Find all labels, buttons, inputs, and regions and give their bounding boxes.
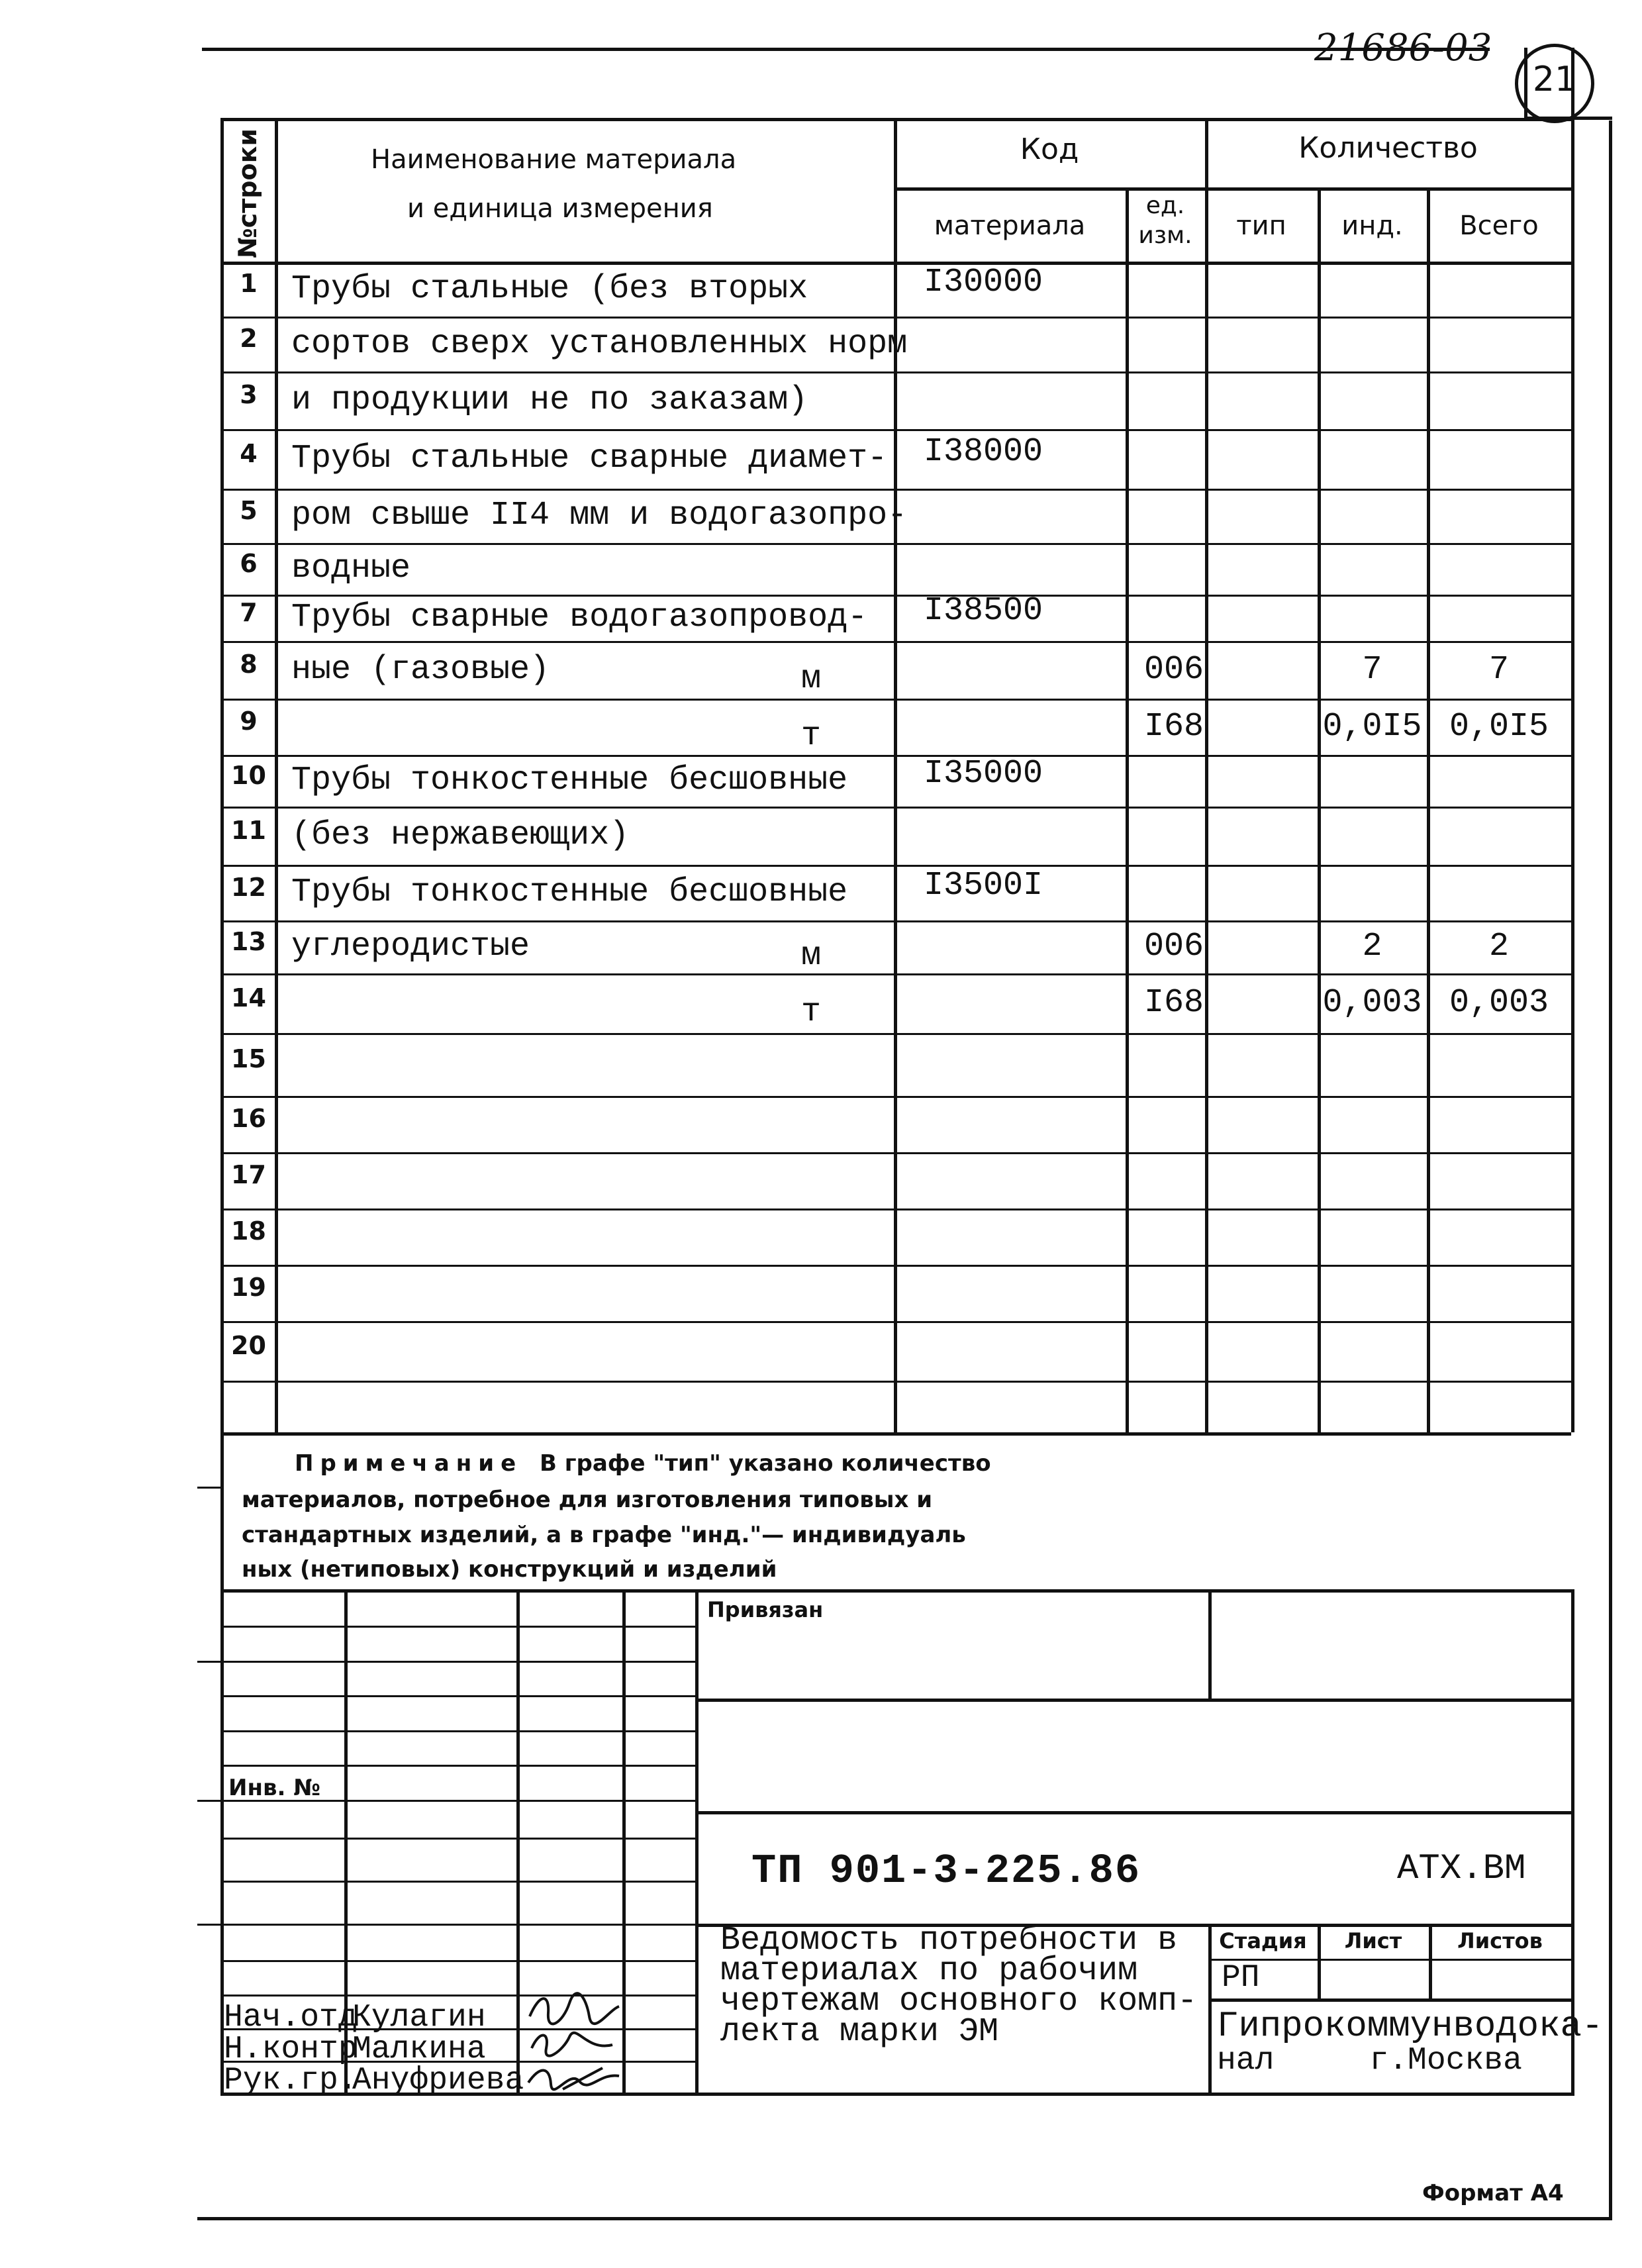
col-header-qty-total: Всего <box>1459 211 1539 241</box>
qty-individual <box>1318 1321 1427 1381</box>
material-name: Трубы тонкостенные бесшовные <box>291 873 848 911</box>
material-code: I30000 <box>924 264 1043 301</box>
qty-individual <box>1318 865 1427 920</box>
material-name: Трубы стальные сварные диамет- <box>291 440 888 477</box>
qty-individual: 2 <box>1362 928 1382 965</box>
material-name: Трубы сварные водогазопровод- <box>291 599 868 636</box>
qty-total <box>1427 543 1571 595</box>
qty-type <box>1205 489 1318 543</box>
unit-code <box>1126 1033 1204 1096</box>
staff-name-3: Ануфриева <box>352 2063 524 2098</box>
qty-individual: 0,0I5 <box>1322 708 1422 746</box>
row-number: 6 <box>240 549 258 578</box>
row-number: 9 <box>240 707 258 736</box>
row-number: 1 <box>240 269 258 298</box>
qty-individual <box>1318 755 1427 807</box>
frame-right <box>1609 121 1612 2220</box>
qty-total <box>1427 1096 1571 1152</box>
row-number: 3 <box>240 380 258 409</box>
qty-total <box>1427 429 1571 489</box>
unit-code <box>1126 429 1204 489</box>
unit-code: I68 <box>1143 708 1204 746</box>
qty-individual <box>1318 429 1427 489</box>
doc-number-handwritten: 21686-03 <box>1314 26 1492 70</box>
qty-total <box>1427 595 1571 641</box>
col-header-code-unit-2: изм. <box>1138 222 1192 249</box>
row-number: 16 <box>231 1104 266 1133</box>
qty-individual <box>1318 595 1427 641</box>
qty-total <box>1427 865 1571 920</box>
row-number: 17 <box>231 1160 266 1189</box>
qty-type <box>1205 1033 1318 1096</box>
qty-type <box>1205 1321 1318 1381</box>
qty-total <box>1427 1321 1571 1381</box>
row-number: 11 <box>231 816 266 845</box>
material-name: ром свыше II4 мм и водогазопро- <box>291 497 908 534</box>
row-number: 13 <box>231 927 266 956</box>
signature-3 <box>523 2056 622 2096</box>
unit-code: 006 <box>1143 928 1204 965</box>
stage-label: Стадия <box>1219 1928 1307 1953</box>
staff-name-2: Малкина <box>352 2032 486 2067</box>
unit-code: 006 <box>1143 651 1204 689</box>
qty-type <box>1205 920 1318 973</box>
inventory-number-label: Инв. № <box>228 1775 321 1801</box>
row-number: 5 <box>240 496 258 525</box>
material-code: I38500 <box>924 592 1043 630</box>
row-number: 12 <box>231 873 266 902</box>
row-number: 7 <box>240 598 258 627</box>
qty-type <box>1205 699 1318 755</box>
material-name: Трубы тонкостенные бесшовные <box>291 762 848 799</box>
project-code: ТП 901-3-225.86 <box>751 1848 1141 1895</box>
stage-value: РП <box>1222 1960 1260 1996</box>
material-code: I35000 <box>924 755 1043 793</box>
qty-individual <box>1318 317 1427 371</box>
unit-code <box>1126 595 1204 641</box>
qty-total <box>1427 1033 1571 1096</box>
material-code: I3500I <box>924 867 1043 905</box>
col-header-code-unit-1: ед. <box>1145 192 1185 219</box>
qty-individual <box>1318 807 1427 865</box>
unit-code <box>1126 1208 1204 1265</box>
unit-code <box>1126 543 1204 595</box>
material-name: (без нержавеющих) <box>291 816 630 854</box>
col-header-qty-ind: инд. <box>1341 211 1403 241</box>
material-code: I38000 <box>924 433 1043 471</box>
doc-title-line1: Ведомость потребности в <box>720 1922 1178 1959</box>
material-name: и продукции не по заказам) <box>291 381 808 419</box>
row-number: 4 <box>240 439 258 468</box>
qty-total: 0,003 <box>1449 984 1549 1022</box>
drawing-mark: АТХ.ВМ <box>1397 1849 1526 1889</box>
material-name: Трубы стальные (без вторых <box>291 270 808 308</box>
qty-type <box>1205 807 1318 865</box>
unit-code <box>1126 1096 1204 1152</box>
sheet-number: 21 <box>1532 60 1577 99</box>
note-line4: ных (нетиповых) конструкций и изделий <box>242 1556 777 1583</box>
material-unit: м <box>801 660 822 698</box>
paper-format: Формат А4 <box>1422 2180 1564 2206</box>
row-number: 10 <box>231 761 266 790</box>
row-number: 8 <box>240 650 258 679</box>
qty-total <box>1427 371 1571 429</box>
qty-individual <box>1318 371 1427 429</box>
qty-total <box>1427 1152 1571 1208</box>
row-number: 19 <box>231 1273 266 1302</box>
unit-code <box>1126 1152 1204 1208</box>
col-header-qty-type: тип <box>1236 211 1286 241</box>
qty-type <box>1205 1152 1318 1208</box>
qty-total <box>1427 317 1571 371</box>
qty-individual: 7 <box>1362 651 1382 689</box>
col-header-row-no: №строки <box>233 128 262 258</box>
unit-code <box>1126 317 1204 371</box>
note-line1 <box>295 1450 991 1477</box>
qty-individual <box>1318 1152 1427 1208</box>
qty-type <box>1205 1208 1318 1265</box>
qty-individual <box>1318 1033 1427 1096</box>
qty-type <box>1205 973 1318 1033</box>
qty-total: 7 <box>1488 651 1509 689</box>
unit-code <box>1126 262 1204 317</box>
note-title: Примечание <box>295 1450 523 1477</box>
unit-code <box>1126 755 1204 807</box>
organization-line2: нал г.Москва <box>1217 2043 1522 2079</box>
qty-individual <box>1318 262 1427 317</box>
unit-code <box>1126 807 1204 865</box>
doc-title-line2: материалах по рабочим <box>720 1952 1138 1990</box>
row-number: 15 <box>231 1044 266 1073</box>
material-unit: м <box>801 937 822 975</box>
qty-type <box>1205 641 1318 699</box>
staff-role-2: Н.контр <box>224 2032 358 2067</box>
qty-total: 0,0I5 <box>1449 708 1549 746</box>
unit-code <box>1126 1265 1204 1321</box>
qty-type <box>1205 595 1318 641</box>
material-name: ные (газовые) <box>291 651 550 689</box>
qty-individual <box>1318 489 1427 543</box>
col-header-quantity: Количество <box>1298 131 1478 165</box>
qty-individual: 0,003 <box>1322 984 1422 1022</box>
qty-type <box>1205 262 1318 317</box>
qty-total <box>1427 489 1571 543</box>
qty-total <box>1427 262 1571 317</box>
row-number: 20 <box>231 1331 266 1360</box>
qty-type <box>1205 755 1318 807</box>
sheets-label: Листов <box>1457 1928 1543 1953</box>
qty-total: 2 <box>1488 928 1509 965</box>
qty-individual <box>1318 1208 1427 1265</box>
qty-total <box>1427 1208 1571 1265</box>
unit-code: I68 <box>1143 984 1204 1022</box>
note-line3: стандартных изделий, а в графе "инд."— индивидуаль <box>242 1522 966 1548</box>
qty-type <box>1205 371 1318 429</box>
staff-role-3: Рук.гр. <box>224 2063 358 2098</box>
note-line2: материалов, потребное для изготовления типовых и <box>242 1487 933 1513</box>
col-header-code: Код <box>1020 132 1079 166</box>
row-number: 2 <box>240 324 258 353</box>
bound-label: Привязан <box>707 1597 824 1622</box>
qty-total <box>1427 755 1571 807</box>
qty-type <box>1205 429 1318 489</box>
staff-name-1: Кулагин <box>352 2000 486 2036</box>
material-name: сортов сверх установленных норм <box>291 325 908 363</box>
material-name: углеродистые <box>291 928 530 965</box>
material-unit: т <box>801 717 822 755</box>
qty-individual <box>1318 1096 1427 1152</box>
material-unit: т <box>801 993 822 1031</box>
row-number: 18 <box>231 1216 266 1246</box>
qty-type <box>1205 1265 1318 1321</box>
qty-type <box>1205 317 1318 371</box>
doc-title-line4: лекта марки ЭМ <box>720 2013 999 2051</box>
qty-individual <box>1318 543 1427 595</box>
qty-type <box>1205 543 1318 595</box>
qty-total <box>1427 1265 1571 1321</box>
col-header-name-line2: и единица измерения <box>407 193 713 224</box>
unit-code <box>1126 371 1204 429</box>
unit-code <box>1126 489 1204 543</box>
qty-type <box>1205 865 1318 920</box>
qty-total <box>1427 807 1571 865</box>
signature-1 <box>523 1990 622 2030</box>
col-header-code-material: материала <box>934 211 1086 241</box>
unit-code <box>1126 1321 1204 1381</box>
row-number: 14 <box>231 983 266 1012</box>
sheet-label: Лист <box>1344 1928 1402 1953</box>
doc-title-line3: чертежам основного комп- <box>720 1983 1198 2020</box>
staff-role-1: Нач.отд <box>224 2000 358 2036</box>
note-text-1: В графе "тип" указано количество <box>539 1450 991 1477</box>
col-header-name-line1: Наименование материала <box>371 144 737 175</box>
material-name: водные <box>291 550 411 587</box>
unit-code <box>1126 865 1204 920</box>
organization-line1: Гипрокоммунводока- <box>1217 2006 1604 2047</box>
qty-type <box>1205 1096 1318 1152</box>
qty-individual <box>1318 1265 1427 1321</box>
